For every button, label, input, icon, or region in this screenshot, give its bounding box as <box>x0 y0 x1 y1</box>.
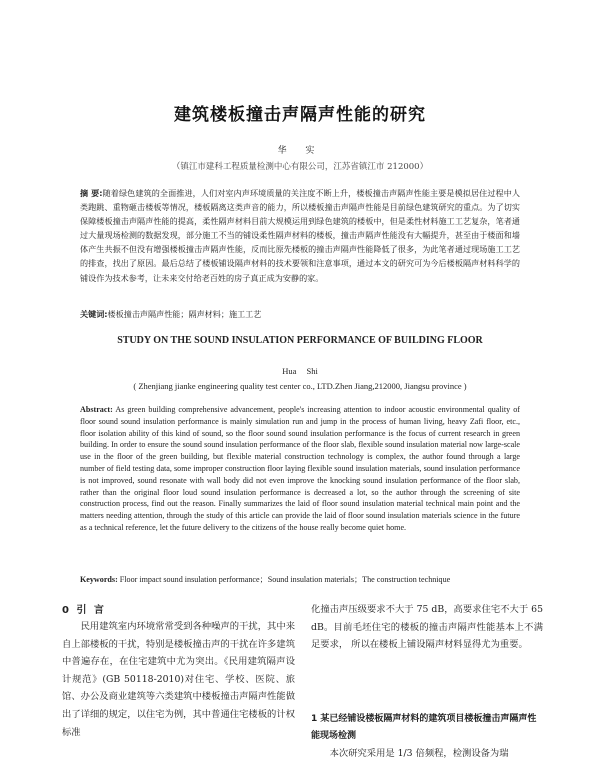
intro-heading: 0 引 言 <box>62 605 106 616</box>
abstract-label-cn: 摘 要: <box>80 188 103 198</box>
keywords-en <box>80 574 520 585</box>
right-cont-text: 化撞击声压级要求不大于 75 dB，高要求住宅不大于 65 dB。目前毛坯住宅的楼板的撞击声隔声性能基本上不满足要求， 所以在楼板上铺设隔声材料显得尤为重要。 <box>311 604 543 651</box>
section1-paragraph <box>311 745 543 763</box>
author-cn: 华 实 <box>277 146 323 156</box>
abstract-text-en: As green building comprehensive advancement, people's increasing attention to indoor acoustic environmental quality of floor sound sound insulation performance is mainly simulation run and jump in the process of human living, heavy Zafi floor, etc., floor isolation ability of this kind of sound, so the floor sound sound insulation performance is the focus of current research in green building. In order to ensure the sound sound insulation performance of the floor slab, flexible sound insulation material now large-scale use in the floor of the green building, but flexible material construction technology is complex, the author found through a large number of field testing data, some improper construction floor laying flexible sound insulation materials, sound insulation performance is not improved, sound resonate with wall body did not even improve the knocking sound insulation performance of the floor slab, rather than the original floor loud sound insulation performance is decreased a lot, so the author through the screening of site construction process, find out the reason. Finally summarizes the laid of floor sound insulation material technical main point and the matters needing attention, through the study of this article can provide the laid of floor sound insulation materials science in the future as a technical reference, let the future delivery to the citizens of the house really become quiet home. <box>80 405 520 532</box>
keywords-label-cn: 关键词: <box>80 309 108 319</box>
affiliation-cn: （镇江市建科工程质量检测中心有限公司，江苏省镇江市 212000） <box>171 162 429 172</box>
right-column-continuation <box>311 601 543 654</box>
section1-heading: 1 某已经铺设楼板隔声材料的建筑项目楼板撞击声隔声性能现场检测 <box>311 714 537 742</box>
keywords-label-en: Keywords: <box>80 575 118 584</box>
paper-title-en: STUDY ON THE SOUND INSULATION PERFORMANCE OF BUILDING FLOOR <box>117 335 483 346</box>
section1-text: 本次研究采用是 1/3 倍频程，检测设备为瑞 <box>329 748 509 759</box>
intro-text: 民用建筑室内环境常常受到各种噪声的干扰，其中来自上部楼板的干扰，特别是楼板撞击声的干扰在许多建筑中普遍存在，在住宅建筑中尤为突出。《民用建筑隔声设计规范》(GB 50118-2010)对住宅、学校、医院、旅馆、办公及商业建筑等六类建筑中楼板撞击声隔声性能做出了详细的规定，以住宅为例，其中普通住宅楼板的计权标准 <box>62 621 295 738</box>
author-en: Hua Shi <box>282 366 318 376</box>
keywords-text-cn: 楼板撞击声隔声性能；隔声材料；施工工艺 <box>107 309 262 319</box>
keywords-cn <box>80 309 520 320</box>
intro-paragraph <box>62 618 295 741</box>
abstract-label-en: Abstract: <box>80 405 113 414</box>
abstract-text-cn: 随着绿色建筑的全面推进，人们对室内声环境质量的关注度不断上升，楼板撞击声隔声性能主要是模拟居住过程中人类跑跳、重物砸击楼板等情况，楼板隔离这类声音的能力，所以楼板撞击声隔声性能是目前绿色建筑研究的重点。为了切实保障楼板撞击声隔声性能的提高，柔性隔声材料目前大规模运用到绿色建筑的楼板中，但是柔性材料施工工艺复杂，笔者通过大量现场检测的数据发现，部分施工不当的铺设柔性隔声材料的楼板，撞击声隔声性能没有大幅提升，甚至由于楼面和墙体产生共振不但没有增强楼板撞击声隔声性能，反而比原先楼板的撞击声隔声性能降低了很多，为此笔者通过现场施工工艺的排查，找出了原因。最后总结了楼板铺设隔声材料的技术要领和注意事项，通过本文的研究可为今后楼板隔声材料科学的铺设作为技术参考，让未来交付给老百姓的房子真正成为安静的家。 <box>80 188 520 283</box>
abstract-cn <box>80 186 520 285</box>
affiliation-en: ( Zhenjiang jianke engineering quality test center co., LTD.Zhen Jiang,212000, Jiangsu province ) <box>133 381 467 391</box>
abstract-en <box>80 404 520 534</box>
keywords-text-en: Floor impact sound insulation performance；Sound insulation materials；The construction technique <box>119 575 451 584</box>
paper-title-cn: 建筑楼板撞击声隔声性能的研究 <box>174 105 426 125</box>
